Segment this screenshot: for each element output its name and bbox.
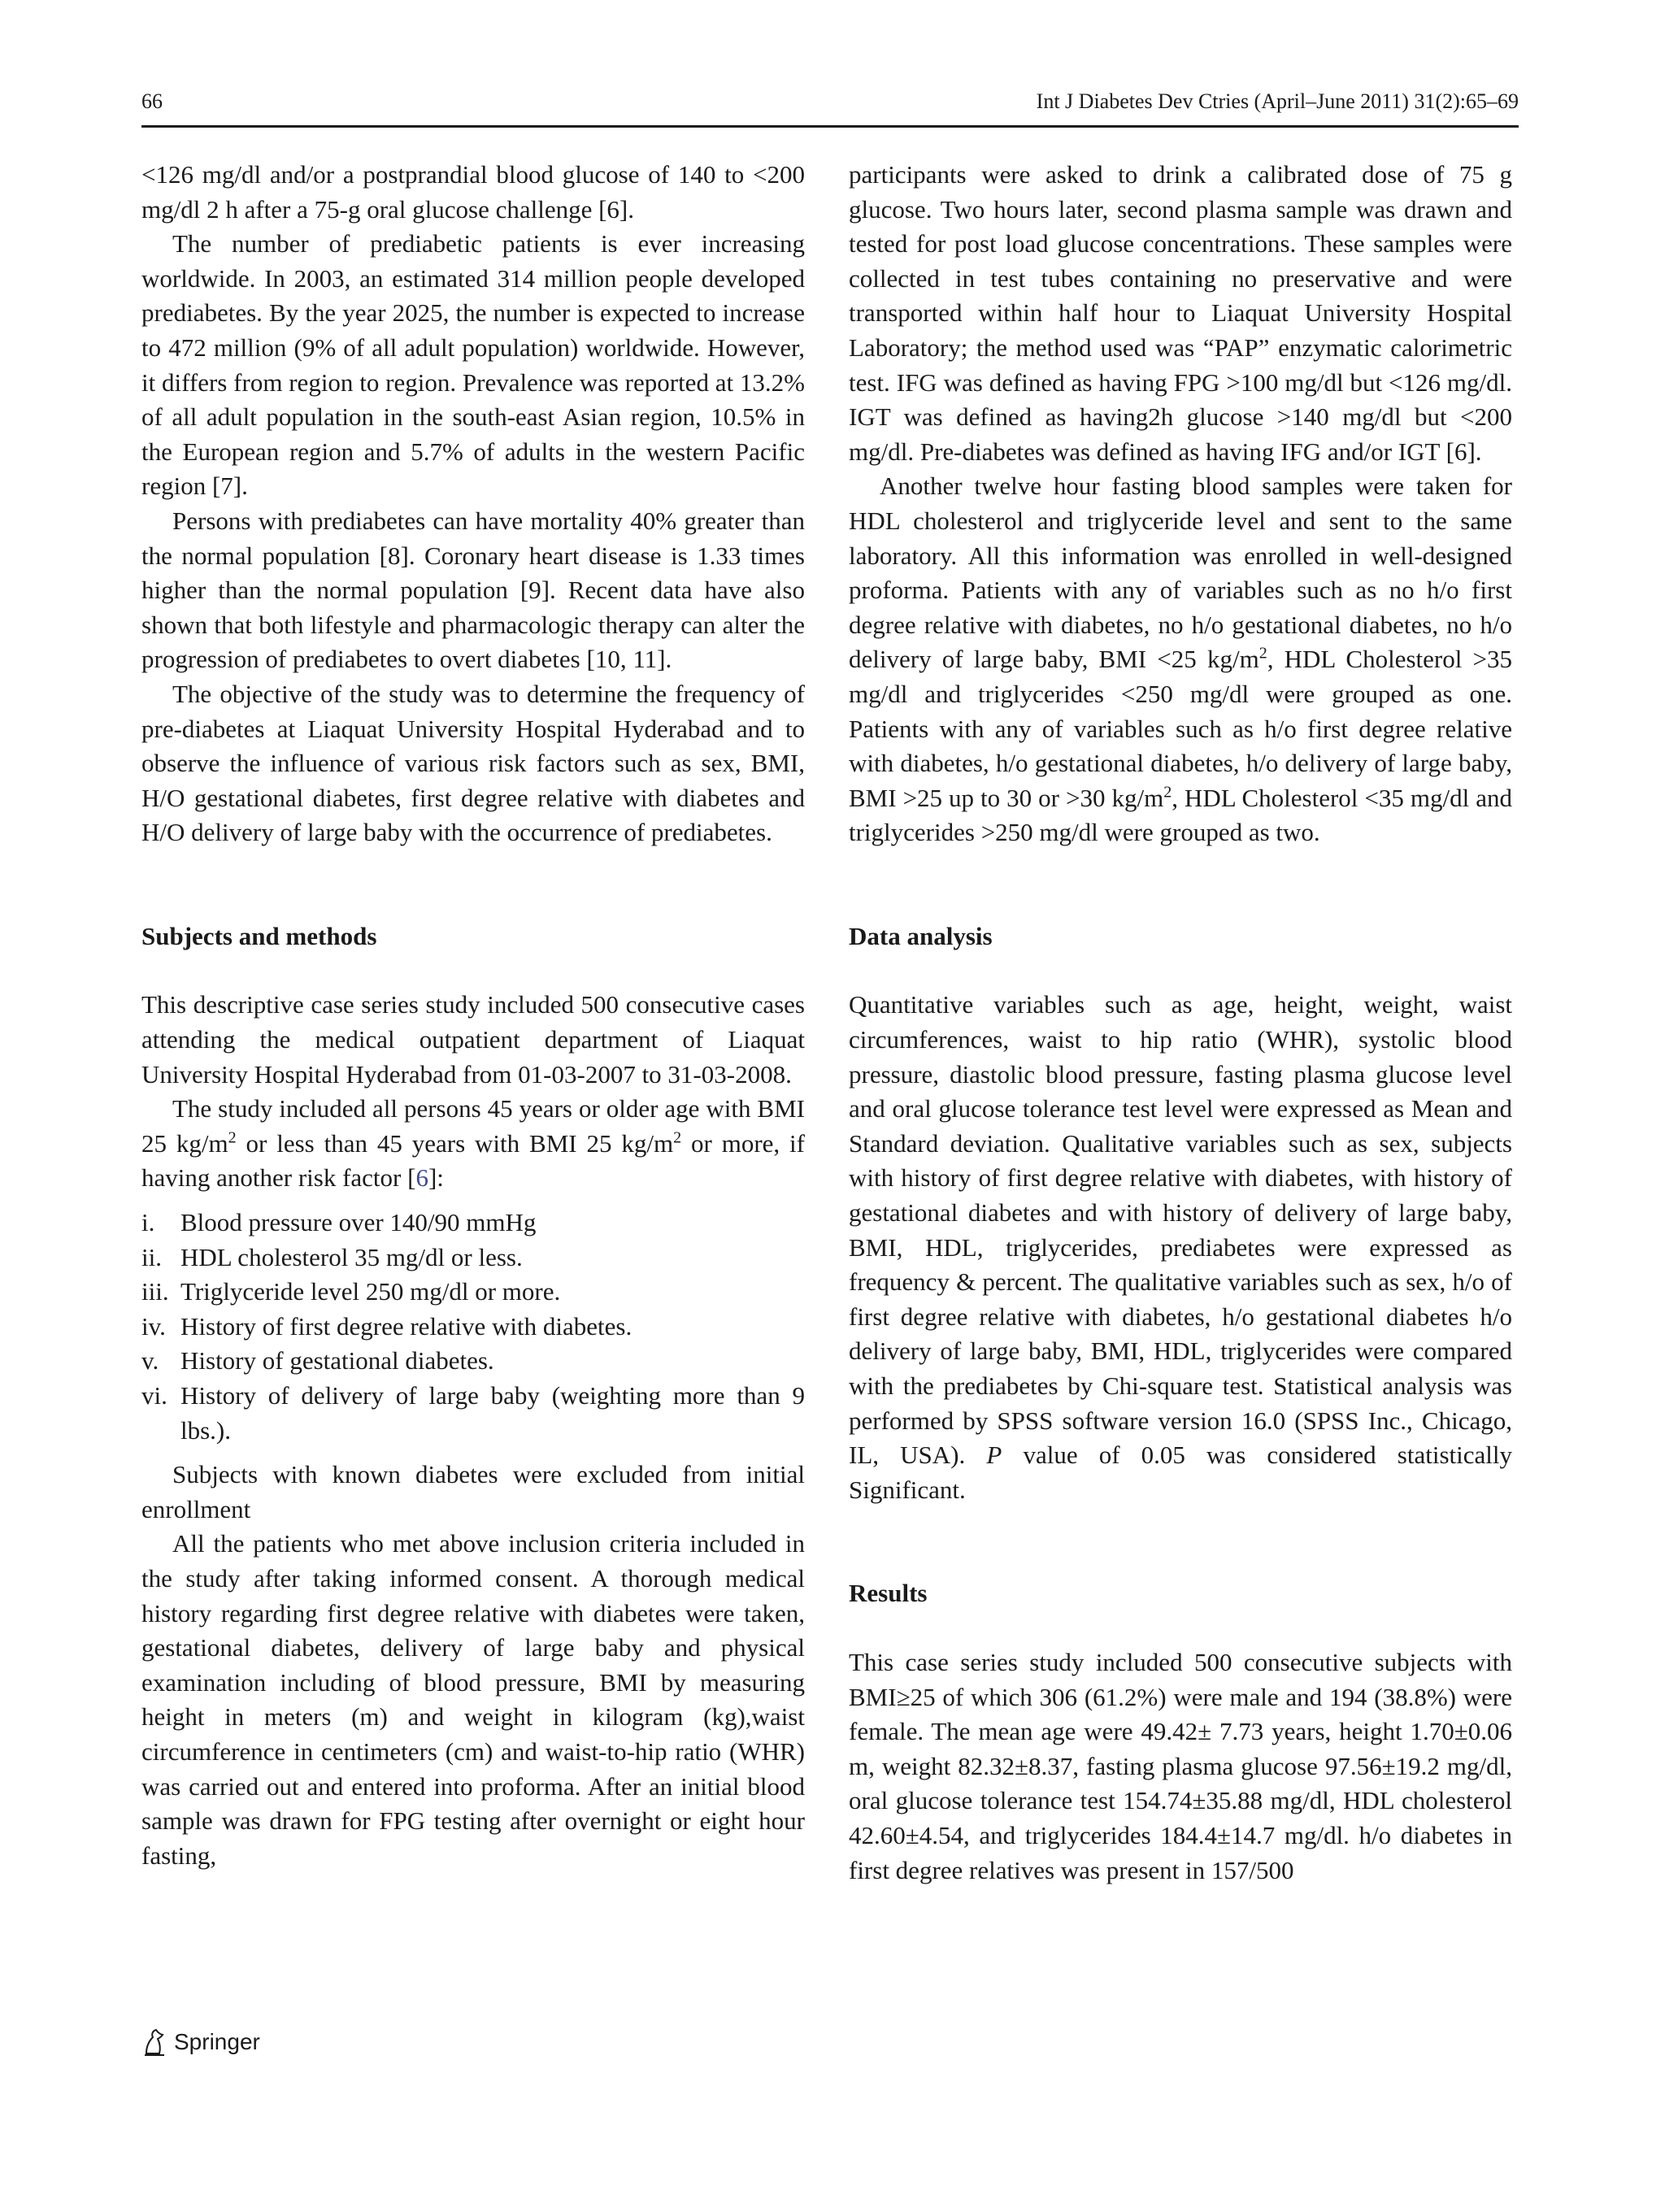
springer-horse-icon [141,2027,167,2057]
list-item: i. Blood pressure over 140/90 mmHg [141,1208,537,1237]
paragraph-mortality: Persons with prediabetes can have mortality 40% greater than the normal population [8]. Coronary heart disease is 1.33 times higher than the normal population [9]. Recent data have also shown that both lifestyle and pharmacologic therapy can alter the progression of prediabetes to overt diabetes [10, 11]. [141,506,805,674]
heading-subjects-methods: Subjects and methods [141,921,377,950]
paragraph-intro-continued: <126 mg/dl and/or a postprandial blood glucose of 140 to <200 mg/dl 2 h after a 75-g oral glucose challenge [6]. [141,160,805,224]
paragraph-results: This case series study included 500 consecutive subjects with BMI≥25 of which 306 (61.2%) were male and 194 (38.8%) were female. The mean age were 49.42± 7.73 years, height 1.70±0.06 m, weight 82.32±8.37, fasting plasma glucose 97.56±19.2 mg/dl, oral glucose tolerance test 154.74±35.88 mg/dl, HDL cholesterol 42.60±4.54, and triglycerides 184.4±14.7 mg/dl. h/o diabetes in first degree relatives was present in 157/500 [849,1647,1512,1884]
paragraph-grouping: Another twelve hour fasting blood samples were taken for HDL cholesterol and triglyceride level and sent to the same laboratory. All this information was enrolled in well-designed proforma. Patients with any of variables such as no h/o first degree relative with diabetes, no h/o gestational diabetes, no h/o delivery of large baby, BMI <25 $kg/m^2$, HDL Cholesterol >35 mg/dl and triglycerides <250 mg/dl were grouped as one. Patients with any of variables such as h/o first degree relative with diabetes, h/o gestational diabetes, h/o delivery of large baby, BMI >25 up to 30 or >30 $kg/m^2$, HDL Cholesterol <35 mg/dl and triglycerides >250 mg/dl were grouped as two. [849,472,1512,847]
paragraph-inclusion: The study included all persons 45 years or older age with BMI 25 $kg/m^2$ or less than 45 years with BMI 25 $kg/m^2$ or more, if having another risk factor [6]: [141,1094,805,1193]
paragraph-prevalence: The number of prediabetic patients is ever increasing worldwide. In 2003, an estimated 314 million people developed prediabetes. By the year 2025, the number is expected to increase to 472 million (9% of all adult population) worldwide. However, it differs from region to region. Prevalence was reported at 13.2% of all adult population in the south-east Asian region, 10.5% in the European region and 5.7% of adults in the western Pacific region [7]. [141,229,805,501]
list-item: vi. History of delivery of large baby (weighting more than 9 lbs.). [141,1381,805,1445]
list-item: iv. History of first degree relative with diabetes. [141,1311,633,1341]
list-item: ii. HDL cholesterol 35 mg/dl or less. [141,1242,523,1271]
reference-link[interactable]: 6 [415,1163,428,1193]
publisher-footer [141,2027,260,2057]
paragraph-exclusion: Subjects with known diabetes were excluded from initial enrollment [141,1460,805,1523]
left-column [141,158,805,1873]
list-item: iii. Triglyceride level 250 mg/dl or more. [141,1277,561,1306]
heading-results: Results [849,1579,928,1608]
paragraph-objective: The objective of the study was to determine the frequency of pre-diabetes at Liaquat University Hospital Hyderabad and to observe the influence of various risk factors such as sex, BMI, H/O gestational diabetes, first degree relative with diabetes and H/O delivery of large baby with the occurrence of prediabetes. [141,679,805,847]
paragraph-study-design: This descriptive case series study included 500 consecutive cases attending the medical outpatient department of Liaquat University Hospital Hyderabad from 01-03-2007 to 31-03-2008. [141,990,805,1089]
paragraph-procedure: All the patients who met above inclusion criteria included in the study after taking informed consent. A thorough medical history regarding first degree relative with diabetes were taken, gestational diabetes, delivery of large baby and physical examination including of blood pressure, BMI by measuring height in meters (m) and weight in kilogram (kg),waist circumference in centimeters (cm) and waist-to-hip ratio (WHR) was carried out and entered into proforma. After an initial blood sample was drawn for FPG testing after overnight or eight hour fasting, [141,1529,805,1870]
list-item: v. History of gestational diabetes. [141,1346,494,1375]
page-number: 66 [141,89,163,113]
journal-citation: Int J Diabetes Dev Ctries (April–June 2011) 31(2):65–69 [1036,89,1519,113]
paragraph-ogtt: participants were asked to drink a calibrated dose of 75 g glucose. Two hours later, second plasma sample was drawn and tested for post load glucose concentrations. These samples were collected in test tubes containing no preservative and were transported within half hour to Liaquat University Hospital Laboratory; the method used was “PAP” enzymatic calorimetric test. IFG was defined as having FPG >100 mg/dl but <126 mg/dl. IGT was defined as having2h glucose >140 mg/dl but <200 mg/dl. Pre-diabetes was defined as having IFG and/or IGT [6]. [849,160,1512,466]
running-header [141,88,1519,128]
publisher-name: Springer [174,2029,260,2054]
heading-data-analysis: Data analysis [849,921,993,950]
right-column [849,158,1512,1888]
risk-factor-list [141,1206,805,1448]
paragraph-statistics: Quantitative variables such as age, height, weight, waist circumferences, waist to hip ratio (WHR), systolic blood pressure, diastolic blood pressure, fasting plasma glucose level and oral glucose tolerance test level were expressed as Mean and Standard deviation. Qualitative variables such as sex, subjects with history of first degree relative with diabetes, with history of gestational diabetes and with history of delivery of large baby, BMI, HDL, triglycerides, prediabetes were expressed as frequency & percent. The qualitative variables such as sex, h/o of first degree relative with diabetes, h/o gestational diabetes h/o delivery of large baby, BMI, HDL, triglycerides were compared with the prediabetes by Chi-square test. Statistical analysis was performed by SPSS software version 16.0 (SPSS Inc., Chicago, IL, USA). P value of 0.05 was considered statistically Significant. [849,990,1512,1504]
